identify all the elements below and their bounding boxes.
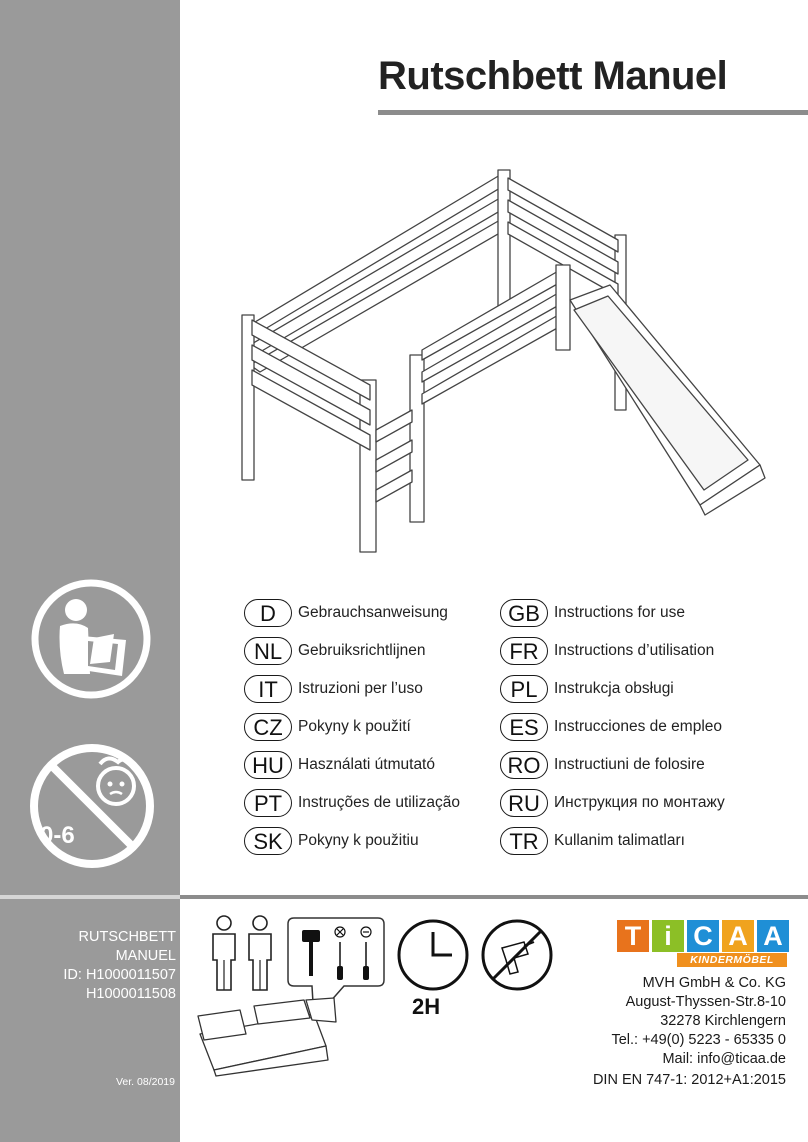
lang-item bbox=[500, 636, 714, 666]
lang-item bbox=[244, 636, 426, 666]
logo-letter: i bbox=[652, 920, 684, 952]
logo-letter: A bbox=[722, 920, 754, 952]
lang-code: ES bbox=[500, 713, 548, 741]
lang-item bbox=[244, 826, 419, 856]
lang-label: Kullanim talimatları bbox=[554, 832, 685, 849]
lang-code: FR bbox=[500, 637, 548, 665]
lang-code: RU bbox=[500, 789, 548, 817]
logo-tagline: KINDERMÖBEL bbox=[677, 953, 787, 967]
lang-code: SK bbox=[244, 827, 292, 855]
product-id: ID: H1000011507 bbox=[63, 967, 176, 983]
lang-label: Instructions for use bbox=[554, 604, 685, 621]
age-warning-icon bbox=[28, 742, 156, 870]
tools-callout-icon bbox=[194, 910, 394, 1080]
lang-item bbox=[500, 598, 685, 628]
lang-item bbox=[244, 674, 423, 704]
title-underline bbox=[378, 110, 808, 115]
lang-label: Használati útmutató bbox=[298, 756, 435, 773]
lang-code: IT bbox=[244, 675, 292, 703]
lang-label: Instructiuni de folosire bbox=[554, 756, 705, 773]
lang-label: Instruções de utilização bbox=[298, 794, 460, 811]
norm-reference: DIN EN 747-1: 2012+A1:2015 bbox=[592, 1072, 786, 1088]
bottom-divider bbox=[180, 895, 808, 899]
age-range: 0-6 bbox=[40, 822, 75, 849]
lang-item bbox=[500, 712, 722, 742]
lang-label: Gebrauchsanweisung bbox=[298, 604, 448, 621]
lang-label: Instructions d’utilisation bbox=[554, 642, 715, 659]
lang-code: D bbox=[244, 599, 292, 627]
company-street: August-Thyssen-Str.8-10 bbox=[625, 994, 786, 1010]
lang-code: HU bbox=[244, 751, 292, 779]
lang-code: NL bbox=[244, 637, 292, 665]
lang-item bbox=[244, 598, 448, 628]
no-drill-icon bbox=[480, 918, 554, 992]
lang-item bbox=[500, 788, 725, 818]
sidebar-divider bbox=[0, 895, 180, 899]
product-variant: MANUEL bbox=[115, 948, 176, 964]
read-manual-icon bbox=[30, 578, 152, 700]
product-name: RUTSCHBETT bbox=[78, 929, 176, 945]
logo-letter: A bbox=[757, 920, 789, 952]
lang-item bbox=[500, 674, 674, 704]
logo-letter: T bbox=[617, 920, 649, 952]
page-title: Rutschbett Manuel bbox=[378, 54, 728, 98]
lang-label: Pokyny k použitiu bbox=[298, 832, 419, 849]
lang-item bbox=[244, 712, 411, 742]
lang-item bbox=[500, 826, 685, 856]
lang-label: Pokyny k použití bbox=[298, 718, 411, 735]
version-label: Ver. 08/2019 bbox=[116, 1076, 175, 1088]
company-city: 32278 Kirchlengern bbox=[660, 1013, 786, 1029]
lang-label: Istruzioni per l’uso bbox=[298, 680, 423, 697]
lang-code: RO bbox=[500, 751, 548, 779]
lang-code: CZ bbox=[244, 713, 292, 741]
lang-code: PT bbox=[244, 789, 292, 817]
clock-icon bbox=[396, 918, 470, 992]
lang-item bbox=[244, 750, 435, 780]
product-id-alt: H1000011508 bbox=[85, 986, 176, 1002]
company-name: MVH GmbH & Co. KG bbox=[642, 975, 786, 991]
lang-code: TR bbox=[500, 827, 548, 855]
logo-letter: C bbox=[687, 920, 719, 952]
lang-item bbox=[500, 750, 705, 780]
lang-item bbox=[244, 788, 460, 818]
product-info bbox=[63, 928, 176, 1004]
company-mail: Mail: info@ticaa.de bbox=[662, 1051, 786, 1067]
lang-label: Gebruiksrichtlijnen bbox=[298, 642, 426, 659]
lang-label: Инструкция по монтажу bbox=[554, 794, 725, 811]
bed-illustration bbox=[230, 160, 800, 560]
lang-code: PL bbox=[500, 675, 548, 703]
lang-label: Instrucciones de empleo bbox=[554, 718, 723, 735]
lang-label: Instrukcja obsługi bbox=[554, 680, 674, 697]
company-phone: Tel.: +49(0) 5223 - 65335 0 bbox=[611, 1032, 786, 1048]
assembly-time: 2H bbox=[412, 994, 441, 1019]
lang-code: GB bbox=[500, 599, 548, 627]
company-address bbox=[611, 974, 786, 1069]
